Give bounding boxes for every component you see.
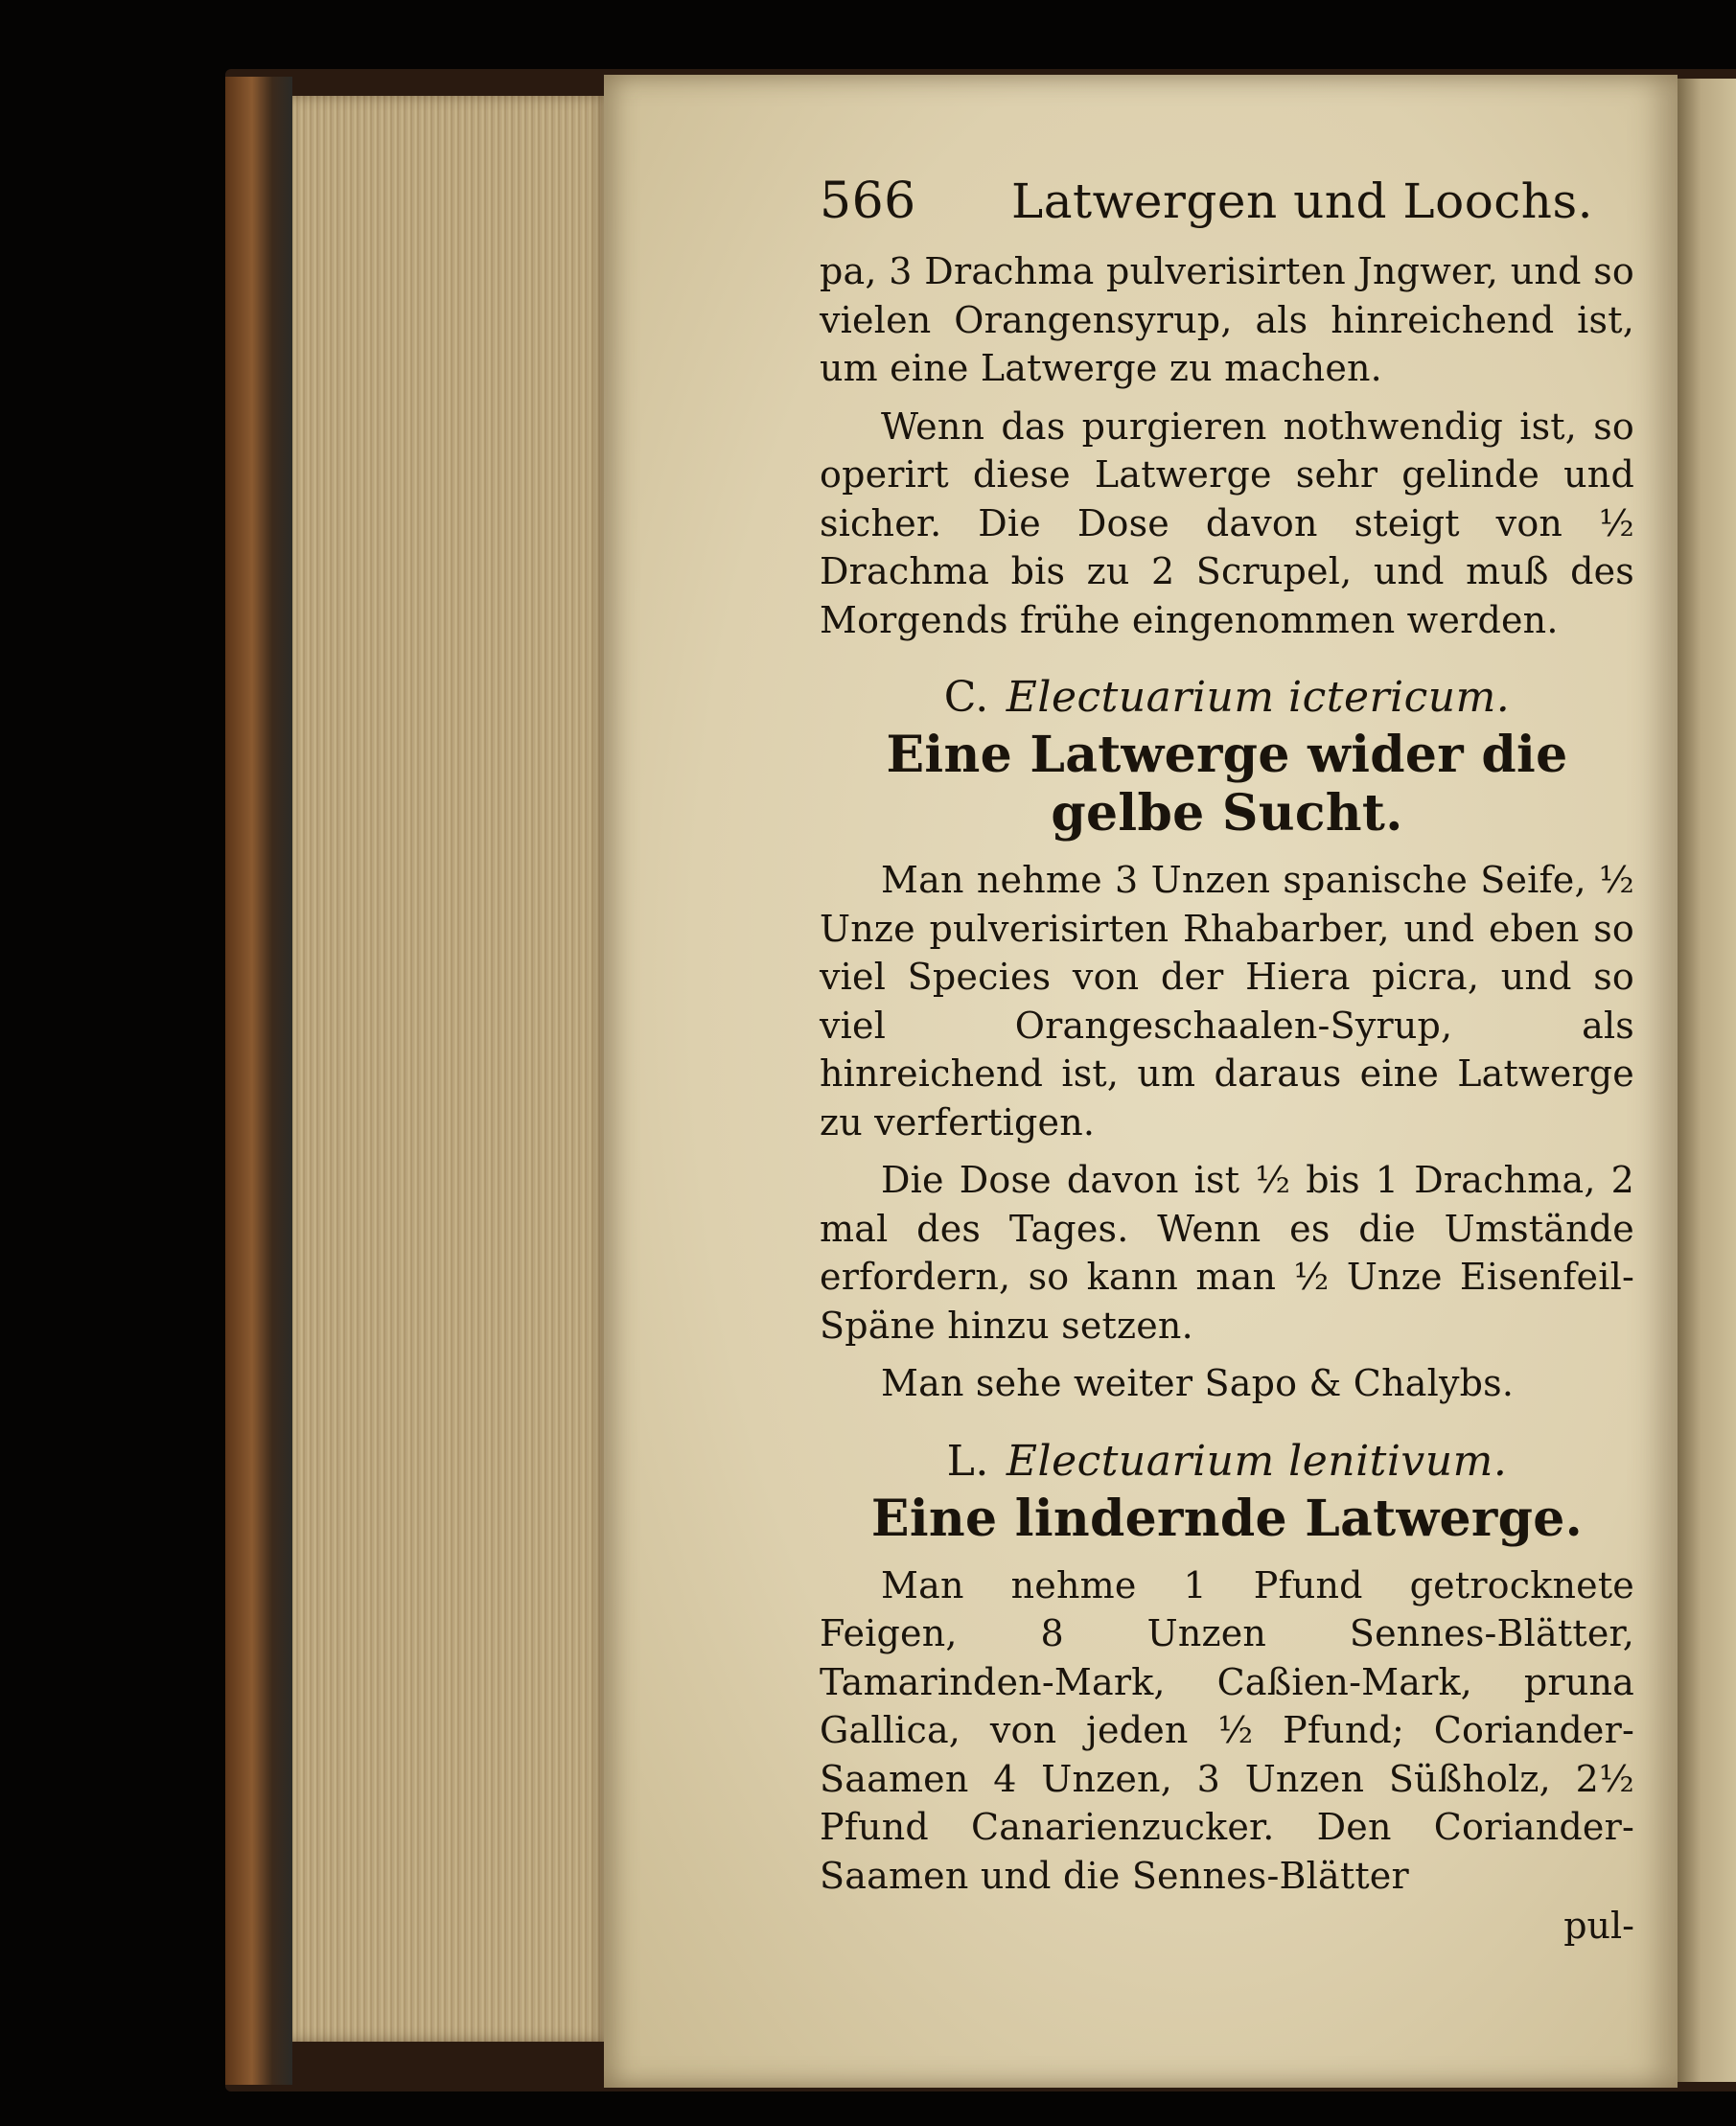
catchword: pul- — [1563, 1905, 1634, 1947]
facing-page-edge — [1678, 79, 1736, 2082]
page-edges — [292, 96, 609, 2042]
section-c-recipe: Man nehme 3 Unzen spanische Seife, ½ Unze pulverisirten Rhabarber, und eben so viel Species von der Hiera picra, und so viel Orangeschaalen-Syrup, als hinreichend ist, um daraus eine Latwerge zu verfertigen. — [820, 859, 1634, 1144]
book-spine-cover — [225, 77, 292, 2085]
section-l-title: Eine lindernde Latwerge. — [870, 1489, 1584, 1548]
section-c-title: Eine Latwerge wider die gelbe Sucht. — [886, 726, 1568, 843]
section-l-recipe: Man nehme 1 Pfund getrocknete Feigen, 8 Unzen Sennes-Blätter, Tamarinden-Mark, Caßien-Mark, pruna Gallica, von jeden ½ Pfund; Coriander-Saamen 4 Unzen, 3 Unzen Süßholz, 2½ Pfund Canarienzucker. Den Coriander-Saamen und die Sennes-Blätter — [820, 1563, 1634, 1897]
page-number: 566 — [820, 173, 916, 230]
section-c-dose: Die Dose davon ist ½ bis 1 Drachma, 2 mal des Tages. Wenn es die Umstände erfordern, so kann man ½ Unze Eisenfeil-Späne hinzu setzen. — [820, 1159, 1634, 1347]
section-c-reference: Man sehe weiter Sapo & Chalybs. — [881, 1362, 1515, 1404]
section-l-latin-heading — [820, 1437, 1634, 1486]
page-header — [820, 173, 1634, 247]
page-text — [820, 173, 1634, 1950]
section-l-letter: L. — [946, 1436, 989, 1486]
section-c-letter: C. — [943, 673, 989, 722]
running-title: Latwergen und Loochs. — [1011, 173, 1594, 229]
paragraph-dose-note: Wenn das purgieren nothwendig ist, so operirt diese Latwerge sehr gelinde und sicher. Die Dose davon steigt von ½ Drachma bis zu 2 Scrupel, und muß des Morgends frühe eingenommen werden. — [820, 404, 1634, 641]
section-c-latin-name: Electuarium ictericum. — [1006, 673, 1511, 722]
paragraph-continuation: pa, 3 Drachma pulverisirten Jngwer, und so vielen Orangensyrup, als hinreichend ist, um eine Latwerge zu machen. — [820, 250, 1634, 389]
section-l-latin-name: Electuarium lenitivum. — [1006, 1436, 1508, 1486]
section-c-latin-heading — [820, 673, 1634, 722]
